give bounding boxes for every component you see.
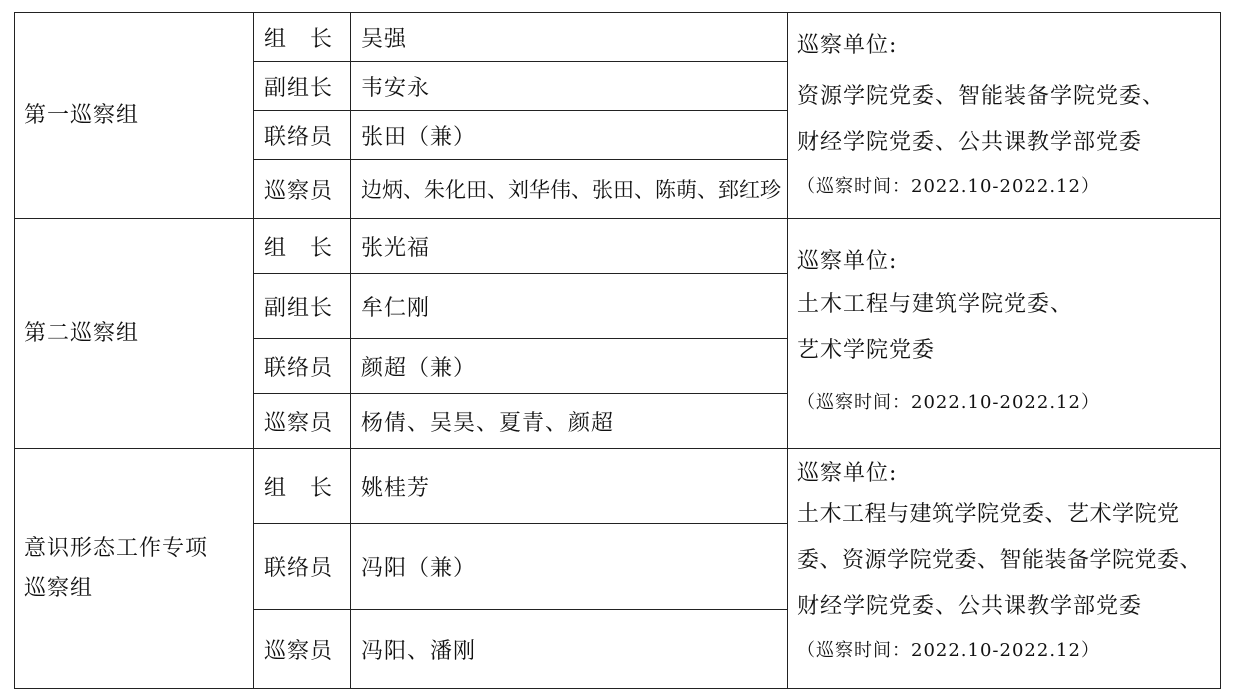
group-name-3 bbox=[24, 449, 249, 688]
names-cell bbox=[361, 339, 787, 393]
role-label: 巡察员 bbox=[264, 178, 334, 204]
group-name-text: 第一巡察组 bbox=[24, 102, 140, 128]
group-name-line: 巡察组 bbox=[24, 575, 94, 601]
role-cell bbox=[264, 111, 350, 159]
names-cell bbox=[361, 274, 787, 338]
unit-label: 巡察单位: bbox=[797, 33, 898, 58]
names-text: 吴强 bbox=[361, 26, 408, 52]
role-cell bbox=[264, 62, 350, 110]
names-cell bbox=[361, 219, 787, 273]
unit-line: 土木工程与建筑学院党委、艺术学院党 bbox=[797, 502, 1180, 527]
role-label: 组 长 bbox=[264, 475, 334, 501]
names-cell bbox=[361, 160, 787, 218]
names-text: 边炳、朱化田、刘华伟、张田、陈萌、郅红珍 bbox=[361, 178, 781, 202]
names-cell bbox=[361, 449, 787, 523]
role-label: 组 长 bbox=[264, 26, 334, 52]
names-text: 张光福 bbox=[361, 235, 431, 261]
role-label: 联络员 bbox=[264, 556, 334, 581]
role-cell bbox=[264, 219, 350, 273]
unit-label: 巡察单位: bbox=[797, 249, 898, 274]
role-cell bbox=[264, 160, 350, 218]
names-text: 颜超（兼） bbox=[361, 355, 477, 381]
inspection-time: （巡察时间：2022.10-2022.12） bbox=[797, 176, 1100, 197]
unit-label: 巡察单位: bbox=[797, 461, 898, 486]
table-border-left bbox=[14, 12, 15, 689]
table-border-right bbox=[1220, 12, 1221, 689]
unit-line: 财经学院党委、公共课教学部党委 bbox=[797, 594, 1143, 619]
role-cell bbox=[264, 394, 350, 448]
table-border-bottom bbox=[14, 688, 1221, 689]
role-label: 巡察员 bbox=[264, 410, 334, 436]
names-cell bbox=[361, 394, 787, 448]
role-label: 副组长 bbox=[264, 295, 334, 321]
role-label: 联络员 bbox=[264, 124, 334, 150]
names-cell bbox=[361, 62, 787, 110]
role-cell bbox=[264, 449, 350, 523]
group-name-text: 第二巡察组 bbox=[24, 320, 140, 346]
names-text: 张田（兼） bbox=[361, 124, 477, 150]
names-cell bbox=[361, 610, 787, 688]
role-cell bbox=[264, 524, 350, 609]
names-text: 姚桂芳 bbox=[361, 475, 431, 501]
inspection-time: （巡察时间：2022.10-2022.12） bbox=[797, 640, 1100, 661]
group-name-1 bbox=[24, 13, 249, 218]
unit-line: 委、资源学院党委、智能装备学院党委、 bbox=[797, 548, 1203, 573]
names-text: 杨倩、吴昊、夏青、颜超 bbox=[361, 410, 615, 436]
names-text: 冯阳、潘刚 bbox=[361, 638, 477, 664]
names-text: 牟仁刚 bbox=[361, 295, 431, 321]
role-label: 联络员 bbox=[264, 355, 334, 381]
group-name-2 bbox=[24, 219, 249, 448]
role-cell bbox=[264, 13, 350, 61]
inspection-time: （巡察时间：2022.10-2022.12） bbox=[797, 392, 1100, 413]
role-label: 巡察员 bbox=[264, 638, 334, 664]
units-cell-1 bbox=[797, 28, 1217, 216]
column-divider-units bbox=[787, 12, 788, 689]
role-cell bbox=[264, 274, 350, 338]
unit-line: 财经学院党委、公共课教学部党委 bbox=[797, 130, 1143, 155]
column-divider-role bbox=[350, 12, 351, 689]
names-cell bbox=[361, 524, 787, 609]
names-cell bbox=[361, 111, 787, 159]
unit-line: 艺术学院党委 bbox=[797, 338, 936, 363]
names-text: 冯阳（兼） bbox=[361, 556, 477, 581]
column-divider-group bbox=[253, 12, 254, 689]
role-cell bbox=[264, 610, 350, 688]
group-name-line: 意识形态工作专项 bbox=[24, 535, 209, 561]
units-cell-3 bbox=[797, 456, 1217, 686]
units-cell-2 bbox=[797, 244, 1217, 444]
unit-line: 土木工程与建筑学院党委、 bbox=[797, 292, 1074, 317]
role-label: 副组长 bbox=[264, 75, 334, 101]
names-text: 韦安永 bbox=[361, 75, 431, 101]
role-cell bbox=[264, 339, 350, 393]
unit-line: 资源学院党委、智能装备学院党委、 bbox=[797, 84, 1166, 109]
names-cell bbox=[361, 13, 787, 61]
role-label: 组 长 bbox=[264, 235, 334, 261]
